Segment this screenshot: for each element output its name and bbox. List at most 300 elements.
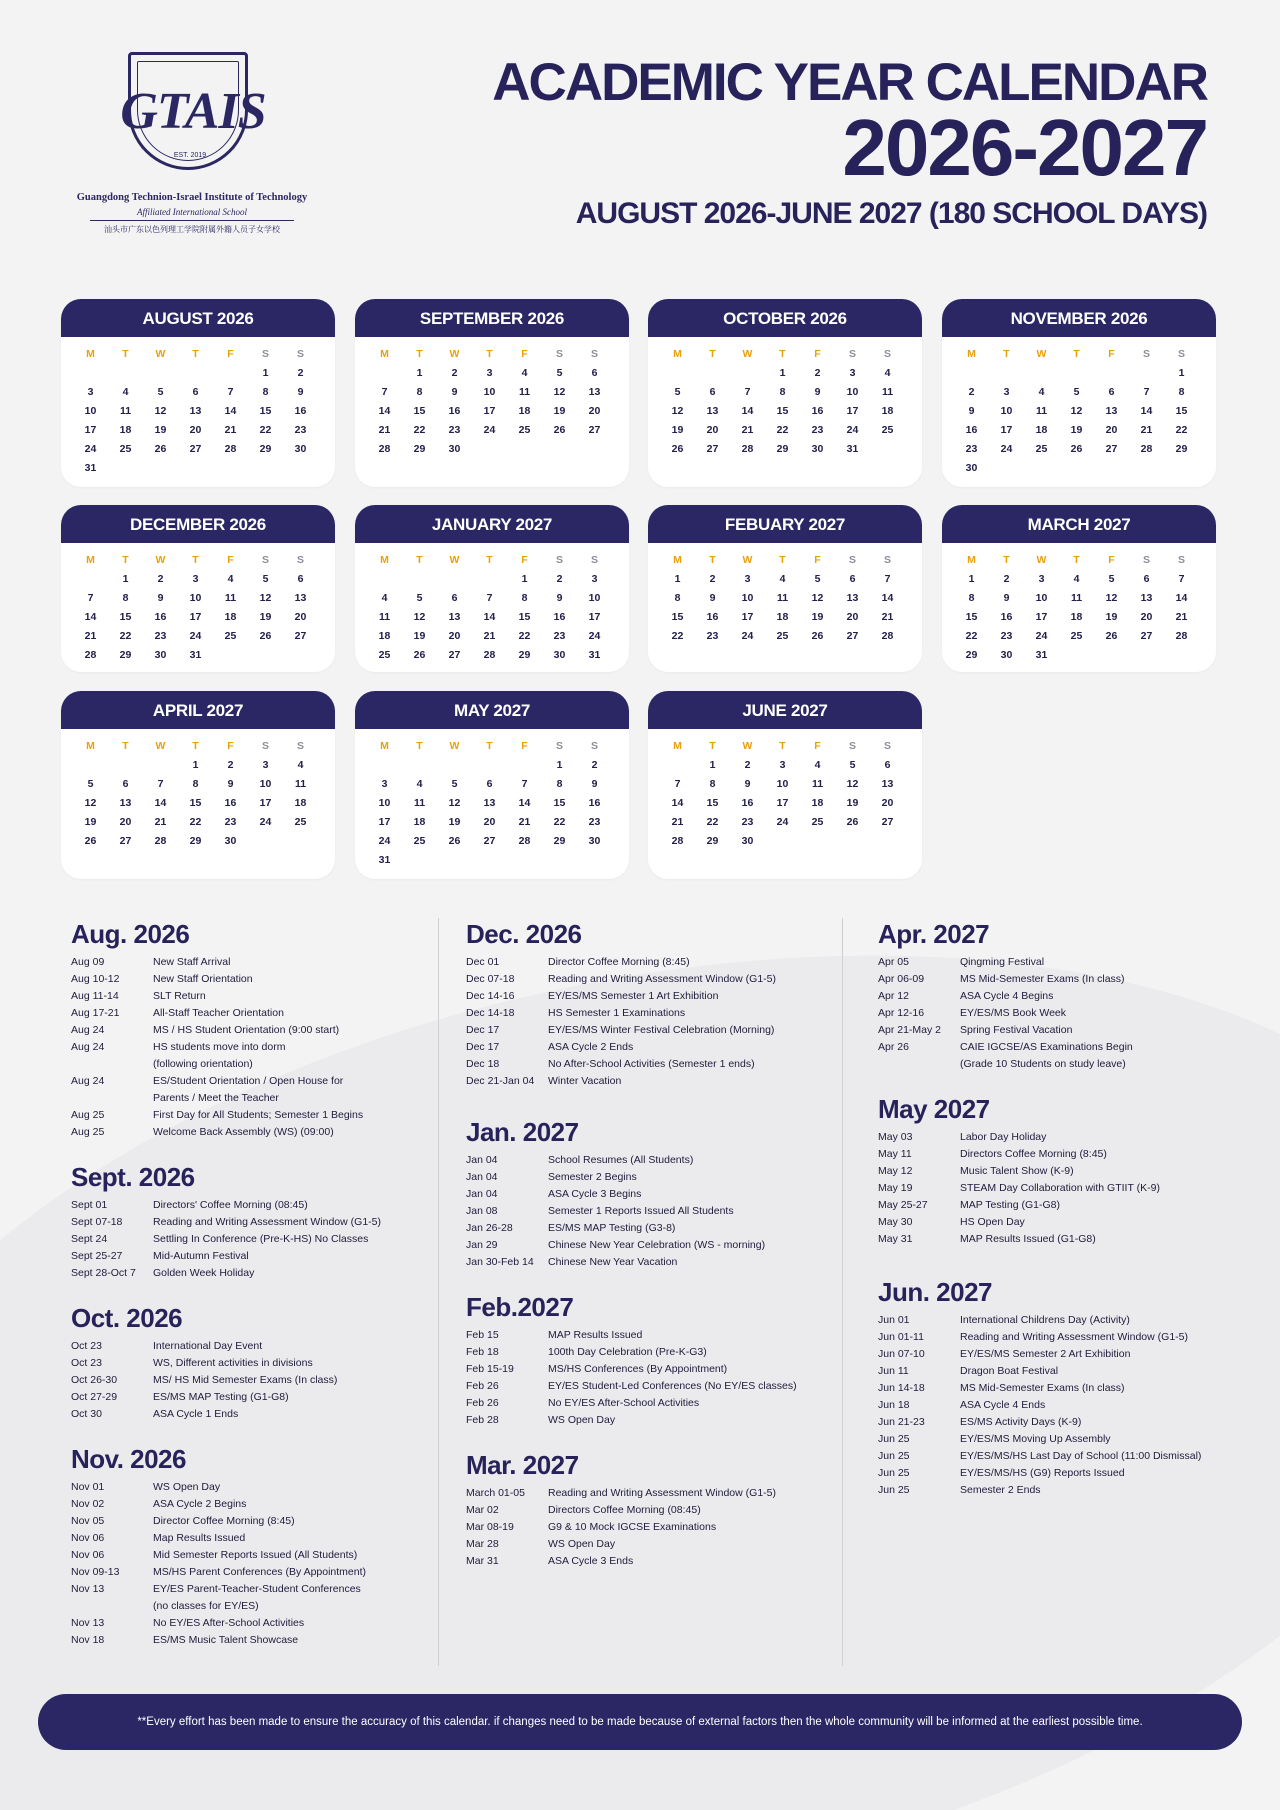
day-cell: 29 [413, 443, 426, 455]
event-date: Jun 14-18 [878, 1382, 925, 1394]
day-cell: 9 [1003, 592, 1010, 604]
month-day-grid [61, 729, 335, 851]
month-day-grid [61, 543, 335, 665]
column-divider [438, 918, 439, 1666]
day-cell: 14 [224, 405, 237, 417]
event-row [466, 971, 836, 988]
day-cell: 24 [776, 816, 789, 828]
event-date: May 19 [878, 1182, 913, 1194]
day-cell: 15 [776, 405, 789, 417]
day-cell: 25 [119, 443, 132, 455]
month-title: AUGUST 2026 [61, 299, 335, 337]
day-cell: 25 [1035, 443, 1048, 455]
day-cell: 4 [521, 367, 528, 379]
event-row [71, 1107, 431, 1124]
weekday-label: M [967, 348, 976, 360]
event-description: First Day for All Students; Semester 1 Begins [153, 1109, 364, 1121]
event-description: MS/HS Conferences (By Appointment) [548, 1363, 728, 1375]
day-cell: 29 [776, 443, 789, 455]
empty-day [660, 756, 695, 775]
day-cell: 5 [814, 573, 821, 585]
day-cell: 11 [881, 386, 894, 398]
day-cell: 14 [378, 405, 391, 417]
events-column-3 [878, 918, 1238, 1519]
day-cell: 25 [518, 424, 531, 436]
day-cell: 4 [381, 592, 388, 604]
event-date: Nov 13 [71, 1583, 105, 1595]
event-description: International Day Event [153, 1340, 263, 1352]
event-row [71, 1056, 431, 1073]
month-title: JANUARY 2027 [355, 505, 629, 543]
day-cell: 3 [1003, 386, 1010, 398]
day-cell: 15 [1175, 405, 1188, 417]
event-row [878, 1022, 1238, 1039]
day-cell: 25 [1070, 630, 1083, 642]
day-cell: 16 [965, 424, 978, 436]
event-date: Jan 04 [466, 1188, 498, 1200]
weekday-label: T [1073, 348, 1080, 360]
weekday-label: F [1108, 554, 1115, 566]
day-cell: 24 [741, 630, 754, 642]
event-description: School Resumes (All Students) [548, 1154, 694, 1166]
event-row [71, 1124, 431, 1141]
day-cell: 19 [1105, 611, 1118, 623]
event-description: New Staff Arrival [153, 956, 231, 968]
day-cell: 25 [294, 816, 307, 828]
day-cell: 10 [483, 386, 496, 398]
day-cell: 21 [881, 611, 894, 623]
event-row [466, 1254, 836, 1271]
day-cell: 25 [881, 424, 894, 436]
event-row [466, 1395, 836, 1412]
page-title: ACADEMIC YEAR CALENDAR [492, 53, 1207, 112]
day-cell: 17 [741, 611, 754, 623]
day-cell: 14 [154, 797, 167, 809]
day-cell: 23 [553, 630, 566, 642]
event-description: Semester 2 Begins [548, 1171, 637, 1183]
day-cell: 4 [884, 367, 891, 379]
event-row [466, 1073, 836, 1090]
event-description: Qingming Festival [960, 956, 1045, 968]
day-cell: 12 [811, 592, 824, 604]
event-row [878, 971, 1238, 988]
day-cell: 8 [262, 386, 269, 398]
weekday-label: T [416, 740, 423, 752]
day-cell: 11 [294, 778, 307, 790]
event-description: EY/ES Parent-Teacher-Student Conferences [153, 1583, 361, 1595]
event-description: EY/ES/MS Winter Festival Celebration (Morning) [548, 1024, 775, 1036]
weekday-label: T [779, 554, 786, 566]
day-cell: 22 [671, 630, 684, 642]
event-row [466, 988, 836, 1005]
month-card [61, 691, 335, 879]
day-cell: 7 [157, 778, 164, 790]
day-cell: 12 [553, 386, 566, 398]
day-cell: 2 [227, 759, 234, 771]
day-cell: 12 [413, 611, 426, 623]
weekday-label: S [555, 740, 563, 752]
weekday-label: W [1036, 554, 1047, 566]
empty-day [367, 570, 402, 589]
empty-day [213, 364, 248, 383]
event-row [71, 971, 431, 988]
day-cell: 16 [224, 797, 237, 809]
day-cell: 21 [483, 630, 496, 642]
day-cell: 23 [224, 816, 237, 828]
day-cell: 31 [1035, 649, 1048, 661]
day-cell: 21 [154, 816, 167, 828]
event-date [71, 1090, 153, 1107]
weekday-label: M [380, 348, 389, 360]
empty-day [367, 364, 402, 383]
day-cell: 1 [262, 367, 269, 379]
event-description: Music Talent Show (K-9) [960, 1165, 1074, 1177]
event-date: Aug 09 [71, 956, 105, 968]
day-cell: 2 [157, 573, 164, 585]
event-date: Jun 25 [878, 1450, 910, 1462]
event-row [466, 1378, 836, 1395]
event-description: Semester 2 Ends [960, 1484, 1041, 1496]
event-row [71, 1479, 431, 1496]
event-description: MS/HS Parent Conferences (By Appointment) [153, 1566, 367, 1578]
day-cell: 27 [881, 816, 894, 828]
day-cell: 8 [192, 778, 199, 790]
event-description: ES/MS MAP Testing (G1-G8) [153, 1391, 289, 1403]
weekday-label: F [1108, 348, 1115, 360]
day-cell: 3 [849, 367, 856, 379]
day-cell: 15 [553, 797, 566, 809]
event-description: ASA Cycle 2 Ends [548, 1041, 634, 1053]
disclaimer-footer: **Every effort has been made to ensure the accuracy of this calendar. if changes need to be made because of external factors then the whole community will be informed at the earliest possible time. [38, 1694, 1242, 1750]
section-title: Oct. 2026 [71, 1303, 183, 1333]
day-cell: 10 [741, 592, 754, 604]
event-row [466, 1220, 836, 1237]
event-date: May 31 [878, 1233, 913, 1245]
day-cell: 6 [849, 573, 856, 585]
weekday-label: T [192, 348, 199, 360]
section-title: Aug. 2026 [71, 919, 190, 949]
day-cell: 22 [776, 424, 789, 436]
weekday-label: T [1003, 554, 1010, 566]
month-title: MAY 2027 [355, 691, 629, 729]
month-card [942, 505, 1216, 672]
event-date: Apr 12-16 [878, 1007, 925, 1019]
event-description: New Staff Orientation [153, 973, 253, 985]
event-description: HS students move into dorm [153, 1041, 286, 1053]
day-cell: 20 [483, 816, 496, 828]
event-description: (Grade 10 Students on study leave) [960, 1058, 1126, 1070]
weekday-label: S [883, 554, 891, 566]
day-cell: 26 [1070, 443, 1083, 455]
event-description: No EY/ES After-School Activities [153, 1617, 305, 1629]
event-description: MS / HS Student Orientation (9:00 start) [153, 1024, 340, 1036]
page-year: 2026-2027 [842, 103, 1207, 192]
event-date: Jan 04 [466, 1171, 498, 1183]
event-description: Directors' Coffee Morning (08:45) [153, 1199, 308, 1211]
day-cell: 23 [811, 424, 824, 436]
day-cell: 24 [483, 424, 496, 436]
event-description: EY/ES/MS/HS Last Day of School (11:00 Dismissal) [960, 1450, 1202, 1462]
day-cell: 20 [448, 630, 461, 642]
day-cell: 22 [518, 630, 531, 642]
day-cell: 31 [189, 649, 202, 661]
month-title: FEBUARY 2027 [648, 505, 922, 543]
weekday-label: S [848, 740, 856, 752]
day-cell: 25 [811, 816, 824, 828]
day-cell: 3 [381, 778, 388, 790]
day-cell: 20 [119, 816, 132, 828]
event-date: Nov 05 [71, 1515, 105, 1527]
event-description: ES/MS Activity Days (K-9) [960, 1416, 1082, 1428]
event-date: Sept 25-27 [71, 1250, 123, 1262]
weekday-label: S [848, 554, 856, 566]
event-date: Dec 14-16 [466, 990, 515, 1002]
day-cell: 17 [846, 405, 859, 417]
day-cell: 12 [671, 405, 684, 417]
month-day-grid [355, 337, 629, 459]
day-cell: 14 [518, 797, 531, 809]
event-description: No After-School Activities (Semester 1 ends) [548, 1058, 755, 1070]
empty-day [695, 364, 730, 383]
day-cell: 13 [588, 386, 601, 398]
day-cell: 1 [709, 759, 716, 771]
day-cell: 3 [192, 573, 199, 585]
month-day-grid [355, 543, 629, 665]
day-cell: 23 [448, 424, 461, 436]
event-date: Jun 01-11 [878, 1331, 924, 1343]
day-cell: 5 [1108, 573, 1115, 585]
day-cell: 2 [814, 367, 821, 379]
logo-school-name: Guangdong Technion-Israel Institute of Technology [76, 192, 308, 203]
event-row [466, 1169, 836, 1186]
event-row [71, 1496, 431, 1513]
event-row [466, 1485, 836, 1502]
event-date: Dec 17 [466, 1041, 500, 1053]
weekday-label: T [416, 348, 423, 360]
day-cell: 4 [416, 778, 423, 790]
day-cell: 28 [154, 835, 167, 847]
month-day-grid [648, 543, 922, 646]
day-cell: 20 [1105, 424, 1118, 436]
event-date: Jan 30-Feb 14 [466, 1256, 534, 1268]
weekday-label: M [967, 554, 976, 566]
day-cell: 22 [189, 816, 202, 828]
event-section [71, 1161, 431, 1282]
day-cell: 11 [378, 611, 391, 623]
day-cell: 19 [413, 630, 426, 642]
day-cell: 29 [518, 649, 531, 661]
weekday-label: W [742, 740, 753, 752]
day-cell: 14 [84, 611, 97, 623]
day-cell: 5 [674, 386, 681, 398]
day-cell: 12 [1105, 592, 1118, 604]
day-cell: 3 [262, 759, 269, 771]
day-cell: 28 [84, 649, 97, 661]
day-cell: 13 [119, 797, 132, 809]
event-date: May 03 [878, 1131, 913, 1143]
event-date: Aug 25 [71, 1109, 105, 1121]
day-cell: 16 [811, 405, 824, 417]
event-row [878, 1482, 1238, 1499]
weekday-label: T [486, 740, 493, 752]
event-description: 100th Day Celebration (Pre-K-G3) [548, 1346, 707, 1358]
event-date: Jun 25 [878, 1484, 910, 1496]
event-date: Sept 07-18 [71, 1216, 123, 1228]
day-cell: 3 [486, 367, 493, 379]
event-row [466, 1327, 836, 1344]
day-cell: 1 [1178, 367, 1185, 379]
event-date: Jun 01 [878, 1314, 910, 1326]
day-cell: 14 [483, 611, 496, 623]
event-description: ASA Cycle 2 Begins [153, 1498, 247, 1510]
day-cell: 28 [518, 835, 531, 847]
event-date: Mar 08-19 [466, 1521, 514, 1533]
event-date: Aug 24 [71, 1075, 105, 1087]
event-date: Sept 28-Oct 7 [71, 1267, 136, 1279]
day-cell: 17 [1035, 611, 1048, 623]
month-title: MARCH 2027 [942, 505, 1216, 543]
day-cell: 19 [811, 611, 824, 623]
empty-day [1094, 364, 1129, 383]
empty-day [108, 364, 143, 383]
day-cell: 15 [518, 611, 531, 623]
day-cell: 31 [846, 443, 859, 455]
weekday-label: F [814, 740, 821, 752]
event-row [466, 1519, 836, 1536]
event-row [71, 1265, 431, 1282]
event-description: EY/ES/MS Semester 1 Art Exhibition [548, 990, 719, 1002]
day-cell: 9 [157, 592, 164, 604]
empty-day [989, 364, 1024, 383]
month-day-grid [648, 337, 922, 459]
empty-day [730, 364, 765, 383]
month-card [355, 691, 629, 879]
event-row [466, 1203, 836, 1220]
event-description: EY/ES/MS Semester 2 Art Exhibition [960, 1348, 1131, 1360]
day-cell: 25 [224, 630, 237, 642]
event-description: HS Open Day [960, 1216, 1025, 1228]
day-cell: 8 [556, 778, 563, 790]
day-cell: 10 [1035, 592, 1048, 604]
day-cell: 14 [1175, 592, 1188, 604]
event-date: Feb 18 [466, 1346, 499, 1358]
empty-day [108, 756, 143, 775]
section-title: Mar. 2027 [466, 1450, 579, 1480]
day-cell: 21 [671, 816, 684, 828]
day-cell: 6 [192, 386, 199, 398]
event-row [71, 1197, 431, 1214]
day-cell: 5 [451, 778, 458, 790]
event-description: Golden Week Holiday [153, 1267, 255, 1279]
day-cell: 10 [84, 405, 97, 417]
day-cell: 18 [224, 611, 237, 623]
day-cell: 11 [1035, 405, 1048, 417]
month-card [648, 299, 922, 487]
day-cell: 26 [259, 630, 272, 642]
weekday-label: S [590, 740, 598, 752]
event-row [71, 1564, 431, 1581]
day-cell: 6 [486, 778, 493, 790]
event-date [878, 1056, 960, 1073]
event-description: International Childrens Day (Activity) [960, 1314, 1130, 1326]
month-card [942, 299, 1216, 487]
event-date: Aug 25 [71, 1126, 105, 1138]
weekday-label: W [449, 348, 460, 360]
day-cell: 17 [189, 611, 202, 623]
event-date: May 12 [878, 1165, 913, 1177]
month-title: JUNE 2027 [648, 691, 922, 729]
day-cell: 2 [1003, 573, 1010, 585]
month-title: SEPTEMBER 2026 [355, 299, 629, 337]
day-cell: 9 [744, 778, 751, 790]
day-cell: 5 [262, 573, 269, 585]
section-title: Sept. 2026 [71, 1162, 195, 1192]
day-cell: 5 [849, 759, 856, 771]
event-row [878, 1214, 1238, 1231]
event-date: Jan 29 [466, 1239, 498, 1251]
day-cell: 17 [588, 611, 601, 623]
day-cell: 4 [814, 759, 821, 771]
event-date: Feb 15 [466, 1329, 499, 1341]
day-cell: 27 [189, 443, 202, 455]
day-cell: 13 [1140, 592, 1153, 604]
event-row [878, 1056, 1238, 1073]
weekday-label: W [449, 740, 460, 752]
day-cell: 26 [1105, 630, 1118, 642]
day-cell: 7 [1143, 386, 1150, 398]
event-row [878, 1448, 1238, 1465]
day-cell: 11 [776, 592, 789, 604]
event-row [466, 1237, 836, 1254]
day-cell: 7 [521, 778, 528, 790]
day-cell: 22 [965, 630, 978, 642]
event-date: Dec 17 [466, 1024, 500, 1036]
day-cell: 2 [744, 759, 751, 771]
weekday-label: M [86, 740, 95, 752]
empty-day [143, 364, 178, 383]
day-cell: 28 [483, 649, 496, 661]
month-day-grid [942, 543, 1216, 665]
day-cell: 6 [122, 778, 129, 790]
event-row [466, 1152, 836, 1169]
day-cell: 26 [811, 630, 824, 642]
event-description: ASA Cycle 4 Ends [960, 1399, 1046, 1411]
event-description: Settling In Conference (Pre-K-HS) No Classes [153, 1233, 369, 1245]
empty-day [178, 364, 213, 383]
day-cell: 5 [1073, 386, 1080, 398]
day-cell: 2 [297, 367, 304, 379]
day-cell: 18 [518, 405, 531, 417]
event-description: Semester 1 Reports Issued All Students [548, 1205, 734, 1217]
day-cell: 17 [259, 797, 272, 809]
event-description: EY/ES Student-Led Conferences (No EY/ES classes) [548, 1380, 797, 1392]
month-title: OCTOBER 2026 [648, 299, 922, 337]
weekday-label: F [227, 740, 234, 752]
day-cell: 6 [709, 386, 716, 398]
empty-day [472, 756, 507, 775]
day-cell: 26 [154, 443, 167, 455]
logo-divider [90, 220, 294, 221]
logo-school-subtitle: Affiliated International School [137, 207, 247, 217]
event-description: Reading and Writing Assessment Window (G1-5) [960, 1331, 1188, 1343]
day-cell: 22 [1175, 424, 1188, 436]
event-row [71, 1090, 431, 1107]
event-row [71, 1615, 431, 1632]
weekday-label: F [227, 348, 234, 360]
day-cell: 28 [1175, 630, 1188, 642]
event-date: Apr 26 [878, 1041, 909, 1053]
day-cell: 22 [119, 630, 132, 642]
